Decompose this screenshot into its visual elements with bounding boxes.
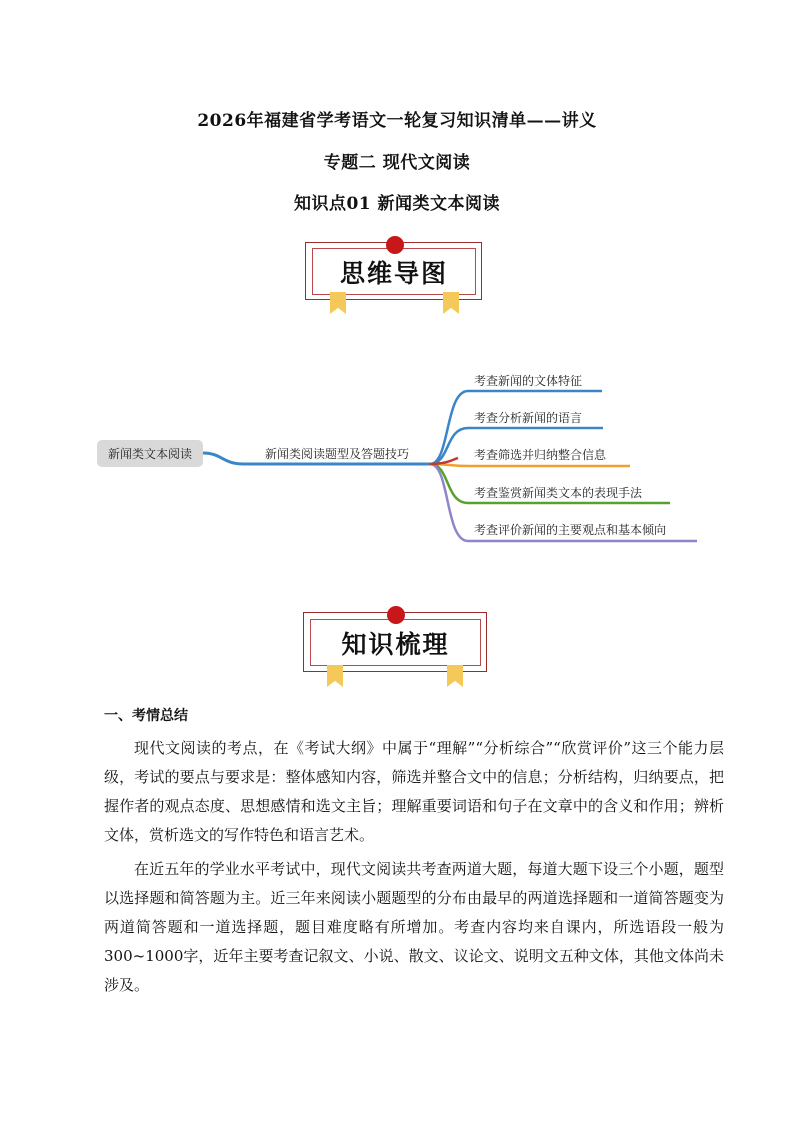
mind-map-leaf: 考查鉴赏新闻类文本的表现手法: [474, 486, 643, 500]
mind-map-root: 新闻类文本阅读: [97, 440, 203, 467]
ribbon-left-icon: [327, 665, 343, 687]
paragraph: 在近五年的学业水平考试中，现代文阅读共考查两道大题，每道大题下设三个小题，题型以选择题和简答题为主。近三年来阅读小题题型的分布由最早的两道选择题和一道简答题变为两道简答题和一道选择题，题目难度略有所增加。考查内容均来自课内，所选语段一般为300~1000字，近年主要考查记叙文、小说、散文、议论文、说明文五种文体，其他文体尚未涉及。: [104, 860, 724, 994]
topic-title: 专题二 现代文阅读: [323, 153, 471, 173]
mind-map-leaf: 考查筛选并归纳整合信息: [474, 448, 607, 462]
red-dot-icon: [387, 606, 405, 624]
mind-map-leaf: 考查新闻的文体特征: [474, 374, 583, 388]
mind-map-leaf: 考查评价新闻的主要观点和基本倾向: [474, 523, 667, 537]
paragraph: 现代文阅读的考点，在《考试大纲》中属于“理解”“分析综合”“欣赏评价”这三个能力层级，考试的要点与要求是：整体感知内容，筛选并整合文中的信息；分析结构，归纳要点，把握作者的观点态度、思想感情和选文主旨；理解重要词语和句子在文章中的含义和作用；辨析文体，赏析选文的写作特色和语言艺术。: [104, 739, 724, 844]
knowledge-badge: [303, 606, 489, 690]
mind-map-branch: 新闻类阅读题型及答题技巧: [265, 447, 410, 461]
section-heading: 一、考情总结: [104, 708, 188, 724]
mind-map-badge-label: 思维导图: [312, 248, 476, 295]
mind-map-leaf: 考查分析新闻的语言: [474, 411, 583, 425]
document-title: 2026年福建省学考语文一轮复习知识清单——讲义: [197, 111, 597, 131]
connector-3: [430, 464, 630, 466]
knowledge-badge-label: 知识梳理: [310, 619, 481, 666]
ribbon-right-icon: [447, 665, 463, 687]
knowledge-point-title: 知识点01 新闻类文本阅读: [293, 194, 501, 214]
